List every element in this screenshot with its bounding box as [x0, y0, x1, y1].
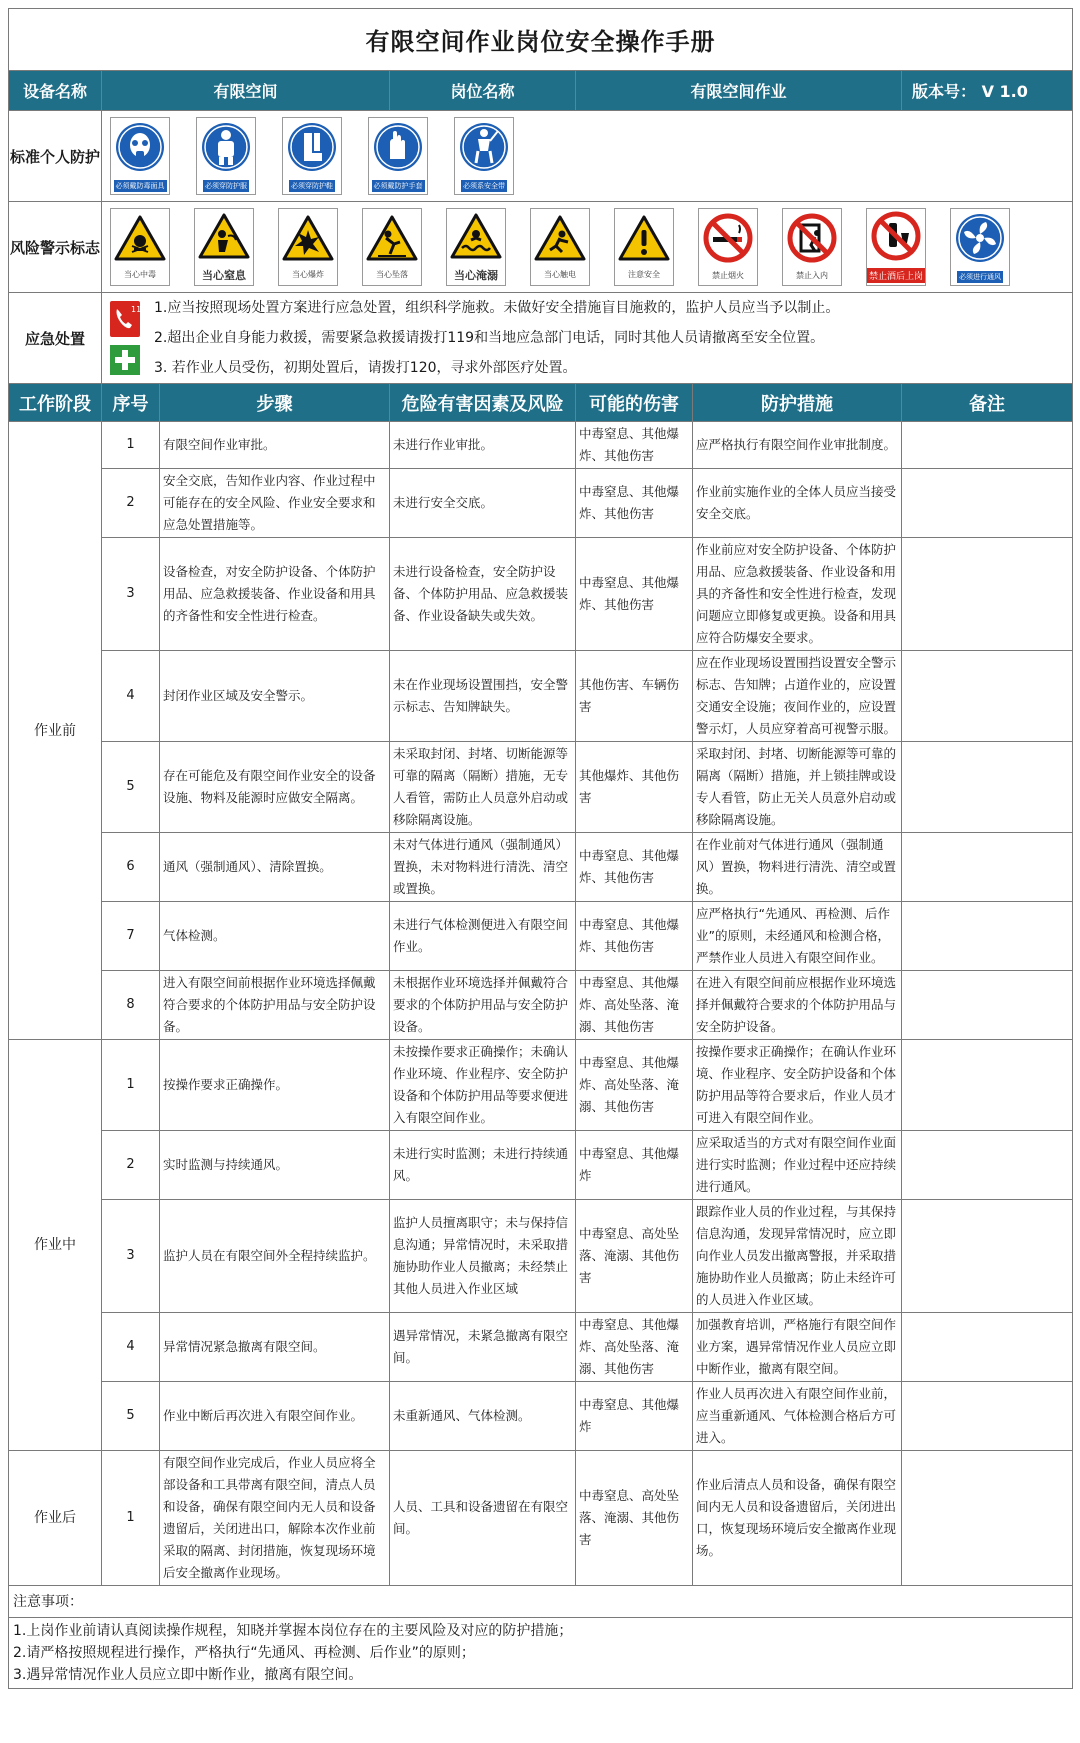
hazard-cell: 监护人员擅离职守；未与保持信息沟通；异常情况时，未采取措施协助作业人员撤离；未经禁止其他人员进入作业区域	[390, 1200, 576, 1313]
suffocation-warning-icon	[194, 208, 254, 286]
row-number: 1	[102, 1040, 160, 1131]
row-number: 1	[102, 422, 160, 469]
measure-cell: 作业前应对安全防护设备、个体防护用品、应急救援装备、作业设备和用具的齐备性和安全性进行检查，发现问题应立即修复或更换。设备和用具应符合防爆安全要求。	[693, 538, 902, 651]
protective-suit-icon-graphic	[200, 121, 252, 177]
injury-cell: 其他伤害、车辆伤害	[576, 651, 693, 742]
col-stage: 工作阶段	[9, 384, 102, 422]
sign-caption: 当心淹溺	[454, 268, 498, 282]
hazard-cell: 未按操作要求正确操作；未确认作业环境、作业程序、安全防护设备和个体防护用品等要求便进入有限空间作业。	[390, 1040, 576, 1131]
step-cell: 进入有限空间前根据作业环境选择佩戴符合要求的个体防护用品与安全防护设备。	[160, 971, 390, 1040]
notes-list	[9, 1618, 1073, 1689]
step-cell: 封闭作业区域及安全警示。	[160, 651, 390, 742]
no-smoking-icon-graphic	[703, 213, 753, 267]
no-drinking-icon	[866, 208, 926, 286]
ppe-label: 标准个人防护	[9, 111, 102, 202]
no-smoking-icon	[698, 208, 758, 286]
hazard-cell: 未重新通风、气体检测。	[390, 1382, 576, 1451]
row-number: 7	[102, 902, 160, 971]
stage-cell: 作业中	[9, 1040, 102, 1451]
col-hazard: 危险有害因素及风险	[390, 384, 576, 422]
equipment-value: 有限空间	[102, 71, 390, 111]
note-cell	[902, 651, 1073, 742]
emergency-line-2: 2.超出企业自身能力救援，需要紧急救援请拨打119和当地应急部门电话，同时其他人员请撤离至安全位置。	[154, 330, 825, 346]
table-row	[9, 1313, 1073, 1382]
step-cell: 按操作要求正确操作。	[160, 1040, 390, 1131]
hazard-cell: 未进行气体检测便进入有限空间作业。	[390, 902, 576, 971]
note-cell	[902, 422, 1073, 469]
hazard-cell: 未进行作业审批。	[390, 422, 576, 469]
row-number: 5	[102, 1382, 160, 1451]
injury-cell: 中毒窒息、其他爆炸、其他伤害	[576, 538, 693, 651]
table-row	[9, 651, 1073, 742]
note-cell	[902, 538, 1073, 651]
gas-mask-icon-graphic	[114, 121, 166, 177]
note-cell	[902, 1131, 1073, 1200]
step-cell: 存在可能危及有限空间作业安全的设备设施、物料及能源时应做安全隔离。	[160, 742, 390, 833]
safety-harness-icon-graphic	[458, 121, 510, 177]
injury-cell: 中毒窒息、其他爆炸、其他伤害	[576, 902, 693, 971]
row-number: 6	[102, 833, 160, 902]
note-cell	[902, 833, 1073, 902]
poison-warning-icon-graphic	[114, 214, 166, 266]
step-cell: 通风（强制通风）、清除置换。	[160, 833, 390, 902]
row-number: 4	[102, 1313, 160, 1382]
table-row	[9, 469, 1073, 538]
row-number: 1	[102, 1451, 160, 1586]
hazard-cell: 未进行安全交底。	[390, 469, 576, 538]
row-number: 5	[102, 742, 160, 833]
injury-cell: 中毒窒息、其他爆炸、高处坠落、淹溺、其他伤害	[576, 1040, 693, 1131]
col-measure: 防护措施	[693, 384, 902, 422]
measure-cell: 在作业前对气体进行通风（强制通风）置换，物料进行清洗、清空或置换。	[693, 833, 902, 902]
hazard-cell: 未对气体进行通风（强制通风）置换，未对物料进行清洗、清空或置换。	[390, 833, 576, 902]
slip-warning-icon-graphic	[534, 214, 586, 266]
page-title: 有限空间作业岗位安全操作手册	[9, 9, 1073, 71]
emergency-line-3: 3. 若作业人员受伤，初期处置后，请拨打120，寻求外部医疗处置。	[154, 360, 577, 376]
hazard-cell: 遇异常情况，未紧急撤离有限空间。	[390, 1313, 576, 1382]
hazard-cell: 未根据作业环境选择并佩戴符合要求的个体防护用品与安全防护设备。	[390, 971, 576, 1040]
post-label: 岗位名称	[390, 71, 576, 111]
measure-cell: 跟踪作业人员的作业过程，与其保持信息沟通，发现异常情况时，应立即向作业人员发出撤离警报，并采取措施协助作业人员撤离；防止未经许可的人员进入作业区域。	[693, 1200, 902, 1313]
emergency-line-1: 1.应当按照现场处置方案进行应急处置，组织科学施救。未做好安全措施盲目施救的，监护人员应当予以制止。	[154, 300, 840, 316]
injury-cell: 中毒窒息、其他爆炸、其他伤害	[576, 469, 693, 538]
phone-119-icon	[109, 300, 147, 338]
col-injury: 可能的伤害	[576, 384, 693, 422]
warning-label: 风险警示标志	[9, 202, 102, 293]
table-row	[9, 833, 1073, 902]
table-row	[9, 538, 1073, 651]
emergency-label: 应急处置	[9, 293, 102, 384]
ppe-signs	[102, 111, 1073, 202]
first-aid-icon	[109, 344, 141, 376]
hazard-cell: 人员、工具和设备遗留在有限空间。	[390, 1451, 576, 1586]
manual-page	[8, 8, 1072, 1735]
step-cell: 有限空间作业完成后，作业人员应将全部设备和工具带离有限空间，清点人员和设备，确保有限空间内无人员和设备遗留后，关闭进出口，解除本次作业前采取的隔离、封闭措施，恢复现场环境后安全撤离作业现场。	[160, 1451, 390, 1586]
table-row	[9, 1131, 1073, 1200]
step-cell: 气体检测。	[160, 902, 390, 971]
injury-cell: 中毒窒息、其他爆炸、其他伤害	[576, 422, 693, 469]
injury-cell: 中毒窒息、其他爆炸、其他伤害	[576, 833, 693, 902]
measure-cell: 应严格执行有限空间作业审批制度。	[693, 422, 902, 469]
injury-cell: 中毒窒息、其他爆炸	[576, 1131, 693, 1200]
no-entry-icon	[782, 208, 842, 286]
measure-cell: 作业后清点人员和设备，确保有限空间内无人员和设备遗留后，关闭进出口，恢复现场环境后安全撤离作业现场。	[693, 1451, 902, 1586]
note-item-3: 3.遇异常情况作业人员应立即中断作业，撤离有限空间。	[13, 1667, 363, 1683]
note-cell	[902, 902, 1073, 971]
exclamation-warning-icon	[614, 208, 674, 286]
table-row	[9, 422, 1073, 469]
phone-119-text: 119	[131, 305, 147, 314]
explosion-warning-icon-graphic	[282, 214, 334, 266]
sign-caption: 禁止酒后上岗	[867, 268, 925, 283]
measure-cell: 作业前实施作业的全体人员应当接受安全交底。	[693, 469, 902, 538]
step-cell: 有限空间作业审批。	[160, 422, 390, 469]
sign-caption: 必须系安全带	[463, 181, 505, 190]
note-item-1: 1.上岗作业前请认真阅读操作规程，知晓并掌握本岗位存在的主要风险及对应的防护措施；	[13, 1623, 573, 1639]
equipment-label: 设备名称	[9, 71, 102, 111]
safety-boots-icon-graphic	[286, 121, 338, 177]
gloves-icon	[368, 117, 428, 195]
gloves-icon-graphic	[372, 121, 424, 177]
note-cell	[902, 971, 1073, 1040]
sign-caption: 当心窒息	[202, 268, 246, 282]
row-number: 8	[102, 971, 160, 1040]
ventilation-icon-graphic	[954, 212, 1006, 268]
injury-cell: 其他爆炸、其他伤害	[576, 742, 693, 833]
table-row	[9, 1200, 1073, 1313]
note-cell	[902, 742, 1073, 833]
drowning-warning-icon-graphic	[450, 212, 502, 264]
sign-caption: 必须穿防护鞋	[291, 181, 333, 190]
measure-cell: 加强教育培训，严格施行有限空间作业方案，遇异常情况作业人员应立即中断作业，撤离有限空间。	[693, 1313, 902, 1382]
safety-harness-icon	[454, 117, 514, 195]
safety-boots-icon	[282, 117, 342, 195]
step-cell: 作业中断后再次进入有限空间作业。	[160, 1382, 390, 1451]
stage-cell: 作业前	[9, 422, 102, 1040]
ventilation-icon	[950, 208, 1010, 286]
hazard-cell: 未采取封闭、封堵、切断能源等可靠的隔离（隔断）措施，无专人看管，需防止人员意外启动或移除隔离设施。	[390, 742, 576, 833]
measure-cell: 按操作要求正确操作；在确认作业环境、作业程序、安全防护设备和个体防护用品等符合要求后，作业人员才可进入有限空间作业。	[693, 1040, 902, 1131]
fall-warning-icon	[362, 208, 422, 286]
note-cell	[902, 1382, 1073, 1451]
row-number: 2	[102, 1131, 160, 1200]
sign-caption: 必须戴防护手套	[373, 181, 423, 190]
post-value: 有限空间作业	[576, 71, 902, 111]
gas-mask-icon	[110, 117, 170, 195]
sign-caption: 当心坠落	[376, 270, 408, 279]
table-row	[9, 742, 1073, 833]
step-cell: 异常情况紧急撤离有限空间。	[160, 1313, 390, 1382]
version-value: V 1.0	[981, 82, 1028, 101]
poison-warning-icon	[110, 208, 170, 286]
protective-suit-icon	[196, 117, 256, 195]
sign-caption: 必须穿防护服	[205, 181, 247, 190]
table-row	[9, 1040, 1073, 1131]
injury-cell: 中毒窒息、其他爆炸、高处坠落、淹溺、其他伤害	[576, 1313, 693, 1382]
injury-cell: 中毒窒息、其他爆炸	[576, 1382, 693, 1451]
exclamation-warning-icon-graphic	[618, 214, 670, 266]
measure-cell: 应严格执行“先通风、再检测、后作业”的原则，未经通风和检测合格，严禁作业人员进入有限空间作业。	[693, 902, 902, 971]
suffocation-warning-icon-graphic	[198, 212, 250, 264]
note-cell	[902, 1313, 1073, 1382]
sign-caption: 注意安全	[628, 270, 660, 279]
hazard-cell: 未进行实时监测；未进行持续通风。	[390, 1131, 576, 1200]
note-cell	[902, 1451, 1073, 1586]
no-drinking-icon-graphic	[871, 211, 921, 265]
sign-caption: 必须进行通风	[959, 272, 1001, 281]
note-cell	[902, 469, 1073, 538]
step-cell: 实时监测与持续通风。	[160, 1131, 390, 1200]
warning-signs	[102, 202, 1073, 293]
row-number: 2	[102, 469, 160, 538]
hazard-cell: 未在作业现场设置围挡，安全警示标志、告知牌缺失。	[390, 651, 576, 742]
sign-caption: 禁止入内	[796, 271, 828, 280]
measure-cell: 应采取适当的方式对有限空间作业面进行实时监测；作业过程中还应持续进行通风。	[693, 1131, 902, 1200]
table-header-row	[9, 384, 1073, 422]
injury-cell: 中毒窒息、高处坠落、淹溺、其他伤害	[576, 1451, 693, 1586]
measure-cell: 在进入有限空间前应根据作业环境选择并佩戴符合要求的个体防护用品与安全防护设备。	[693, 971, 902, 1040]
sign-caption: 当心触电	[544, 270, 576, 279]
measure-cell: 采取封闭、封堵、切断能源等可靠的隔离（隔断）措施，并上锁挂牌或设专人看管，防止无关人员意外启动或移除隔离设施。	[693, 742, 902, 833]
step-cell: 设备检查，对安全防护设备、个体防护用品、应急救援装备、作业设备和用具的齐备性和安全性进行检查。	[160, 538, 390, 651]
injury-cell: 中毒窒息、其他爆炸、高处坠落、淹溺、其他伤害	[576, 971, 693, 1040]
row-number: 3	[102, 538, 160, 651]
version-cell	[902, 71, 1073, 111]
version-label: 版本号：	[912, 82, 977, 101]
manual-table	[8, 8, 1073, 1689]
row-number: 4	[102, 651, 160, 742]
step-cell: 监护人员在有限空间外全程持续监护。	[160, 1200, 390, 1313]
col-no: 序号	[102, 384, 160, 422]
step-cell: 安全交底，告知作业内容、作业过程中可能存在的安全风险、作业安全要求和应急处置措施等。	[160, 469, 390, 538]
sign-caption: 当心爆炸	[292, 270, 324, 279]
table-row	[9, 1451, 1073, 1586]
slip-warning-icon	[530, 208, 590, 286]
drowning-warning-icon	[446, 208, 506, 286]
table-row	[9, 902, 1073, 971]
hazard-cell: 未进行设备检查，安全防护设备、个体防护用品、应急救援装备、作业设备缺失或失效。	[390, 538, 576, 651]
col-step: 步骤	[160, 384, 390, 422]
sign-caption: 禁止烟火	[712, 271, 744, 280]
note-item-2: 2.请严格按照规程进行操作，严格执行“先通风、再检测、后作业”的原则；	[13, 1645, 475, 1661]
note-cell	[902, 1040, 1073, 1131]
fall-warning-icon-graphic	[366, 214, 418, 266]
measure-cell: 作业人员再次进入有限空间作业前，应当重新通风、气体检测合格后方可进入。	[693, 1382, 902, 1451]
sign-caption: 当心中毒	[124, 270, 156, 279]
table-row	[9, 971, 1073, 1040]
table-row	[9, 1382, 1073, 1451]
injury-cell: 中毒窒息、高处坠落、淹溺、其他伤害	[576, 1200, 693, 1313]
stage-cell: 作业后	[9, 1451, 102, 1586]
emergency-content	[102, 293, 1073, 384]
explosion-warning-icon	[278, 208, 338, 286]
sign-caption: 必须戴防毒面具	[115, 181, 165, 190]
notes-title: 注意事项：	[9, 1586, 1073, 1618]
col-note: 备注	[902, 384, 1073, 422]
row-number: 3	[102, 1200, 160, 1313]
measure-cell: 应在作业现场设置围挡设置安全警示标志、告知牌；占道作业的，应设置交通安全设施；夜间作业的，应设置警示灯，人员应穿着高可视警示服。	[693, 651, 902, 742]
note-cell	[902, 1200, 1073, 1313]
no-entry-icon-graphic	[787, 213, 837, 267]
